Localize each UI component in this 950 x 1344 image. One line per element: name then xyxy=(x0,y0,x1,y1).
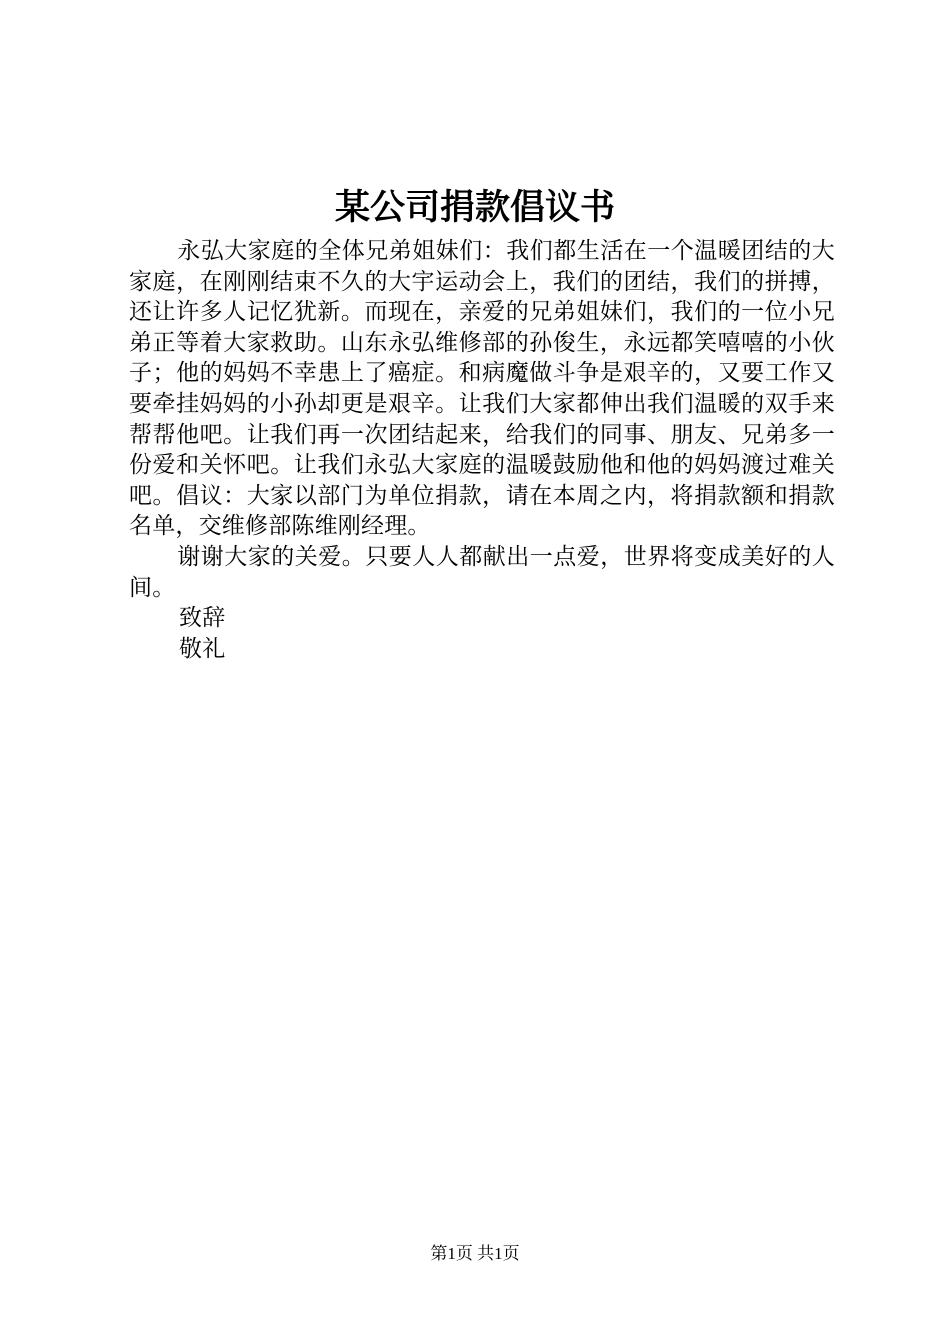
document-body xyxy=(129,236,835,664)
body-paragraph-appeal: 永弘大家庭的全体兄弟姐妹们：我们都生活在一个温暖团结的大家庭，在刚刚结束不久的大宇运动会上，我们的团结，我们的拼搏，还让许多人记忆犹新。而现在，亲爱的兄弟姐妹们，我们的一位小兄弟正等着大家救助。山东永弘维修部的孙俊生，永远都笑嘻嘻的小伙子；他的妈妈不幸患上了癌症。和病魔做斗争是艰辛的，又要工作又要牵挂妈妈的小孙却更是艰辛。让我们大家都伸出我们温暖的双手来帮帮他吧。让我们再一次团结起来，给我们的同事、朋友、兄弟多一份爱和关怀吧。让我们永弘大家庭的温暖鼓励他和他的妈妈渡过难关吧。倡议：大家以部门为单位捐款，请在本周之内，将捐款额和捐款名单，交维修部陈维刚经理。 xyxy=(129,238,835,540)
closing-salutation: 敬礼 xyxy=(179,635,226,662)
page-footer: 第1页 共1页 xyxy=(430,1244,520,1263)
closing-remark: 致辞 xyxy=(179,605,226,632)
document-title: 某公司捐款倡议书 xyxy=(334,187,615,228)
body-paragraph-thanks: 谢谢大家的关爱。只要人人都献出一点爱，世界将变成美好的人间。 xyxy=(129,543,835,601)
